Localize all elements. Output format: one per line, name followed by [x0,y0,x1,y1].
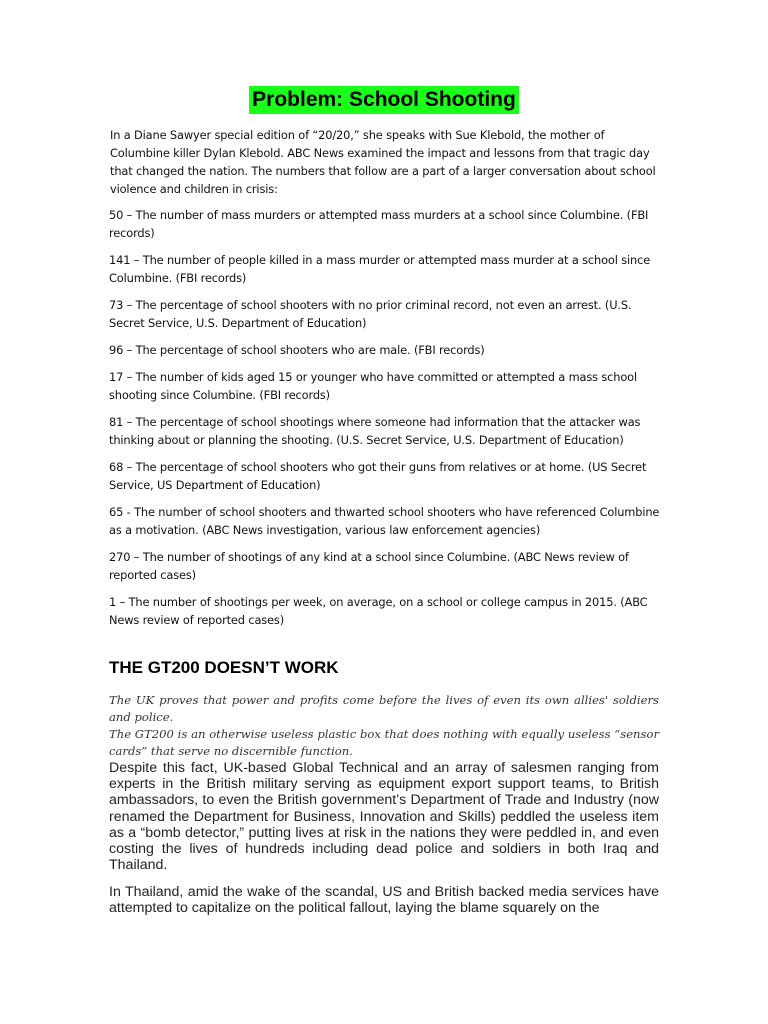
italic-line: The UK proves that power and profits come before the lives of even its own allies' soldiers and police. [109,693,659,724]
italic-line: The GT200 is an otherwise useless plastic box that does nothing with equally useless “sensor cards” that serve no discernible function. [109,727,659,758]
stat-item: 17 – The number of kids aged 15 or younger who have committed or attempted a mass school shooting since Columbine. (FBI records) [109,370,638,402]
title-container [0,86,768,114]
italic-quote-block [109,692,659,760]
statistics-list [109,206,669,638]
page-title: Problem: School Shooting [249,86,519,114]
stat-item: 141 – The number of people killed in a mass murder or attempted mass murder at a school since Columbine. (FBI records) [109,253,651,285]
stat-item: 50 – The number of mass murders or attempted mass murders at a school since Columbine. (FBI records) [109,208,649,240]
stat-item: 1 – The number of shootings per week, on average, on a school or college campus in 2015. (ABC News review of reported cases) [109,595,648,627]
intro-paragraph: In a Diane Sawyer special edition of “20/20,” she speaks with Sue Klebold, the mother of Columbine killer Dylan Klebold. ABC News examined the impact and lessons from that tragic day that changed the nation. The numbers that follow are a part of a larger conversation about school violence and children in crisis: [110,128,656,196]
stat-item: 270 – The number of shootings of any kind at a school since Columbine. (ABC News review of reported cases) [109,550,629,582]
stat-item: 68 – The percentage of school shooters who got their guns from relatives or at home. (US Secret Service, US Department of Education) [109,460,647,492]
stat-item: 65 - The number of school shooters and thwarted school shooters who have referenced Columbine as a motivation. (ABC News investigation, various law enforcement agencies) [109,505,660,537]
section-heading: THE GT200 DOESN’T WORK [109,658,339,677]
stat-item: 96 – The percentage of school shooters who are male. (FBI records) [109,343,485,357]
stat-item: 73 – The percentage of school shooters with no prior criminal record, not even an arrest. (U.S. Secret Service, U.S. Department of Education) [109,298,632,330]
body-paragraph: In Thailand, amid the wake of the scandal, US and British backed media services have attempted to capitalize on the political fallout, laying the blame squarely on the [109,884,659,917]
stat-item: 81 – The percentage of school shootings where someone had information that the attacker was thinking about or planning the shooting. (U.S. Secret Service, U.S. Department of Education) [109,415,641,447]
body-paragraph: Despite this fact, UK-based Global Technical and an array of salesmen ranging from experts in the British military serving as equipment export support teams, to British ambassadors, to even the British government’s Department of Trade and Industry (now renamed the Department for Business, Innovation and Skills) peddled the useless item as a “bomb detector,” putting lives at risk in the nations they were peddled in, and even costing the lives of hundreds including dead police and soldiers in both Iraq and Thailand. [109,760,659,874]
